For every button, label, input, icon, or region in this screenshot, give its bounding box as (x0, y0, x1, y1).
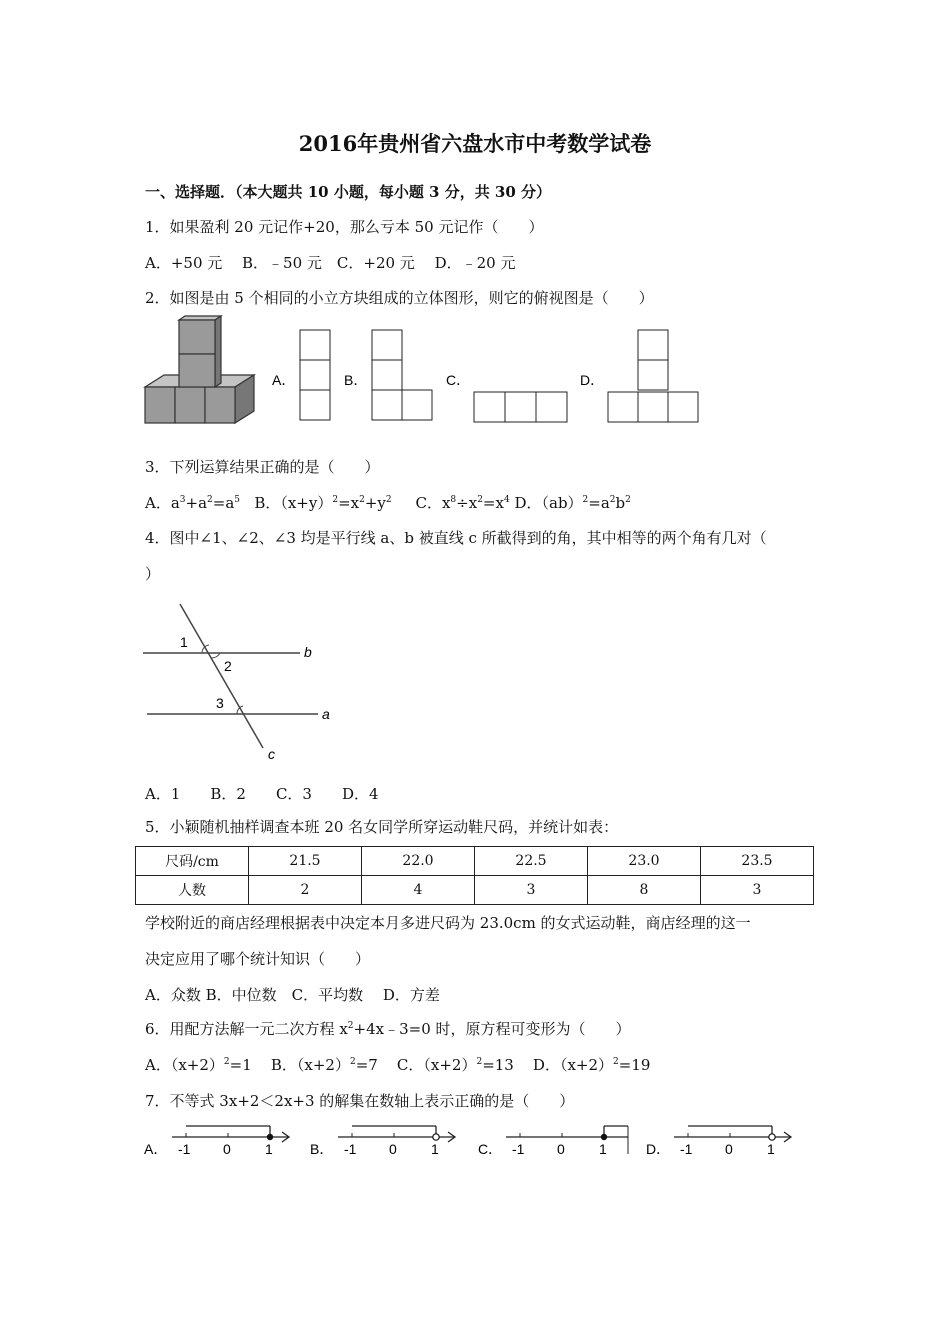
q2-label-d: D． (580, 372, 605, 388)
table-cell: 23.0 (588, 847, 701, 876)
svg-text:D．: D． (646, 1141, 671, 1157)
q6-option-d: D．$(x+2)^2=19$ (532, 1056, 651, 1074)
q1-options: A．+50 元 B．﹣50 元 C．+20 元 D．﹣20 元 (145, 254, 516, 272)
q2-option-a (300, 330, 330, 420)
closed-dot (267, 1134, 273, 1140)
section-heading: 一、选择题．（本大题共 10 小题，每小题 3 分，共 30 分） (145, 183, 552, 201)
svg-text:1: 1 (265, 1141, 273, 1157)
q3-options (145, 492, 631, 513)
table-cell: 8 (588, 876, 701, 905)
angle-2-label: 2 (224, 658, 232, 674)
q3-option-c: C．$x^8\div x^2=x^4$ (415, 494, 510, 512)
open-dot (769, 1134, 775, 1140)
svg-text:0: 0 (389, 1141, 397, 1157)
q6-option-c: C．$(x+2)^2=13$ (396, 1056, 514, 1074)
q7-stem: 7．不等式 3x+2＜2x+3 的解集在数轴上表示正确的是（ ） (145, 1092, 575, 1110)
svg-text:0: 0 (557, 1141, 565, 1157)
svg-text:1: 1 (599, 1141, 607, 1157)
svg-text:0: 0 (223, 1141, 231, 1157)
q3-stem: 3．下列运算结果正确的是（ ） (145, 458, 380, 476)
svg-text:1: 1 (431, 1141, 439, 1157)
q2-option-b (372, 330, 432, 420)
q1-stem: 1．如果盈利 20 元记作+20，那么亏本 50 元记作（ ） (145, 218, 544, 236)
table-cell: 22.5 (475, 847, 588, 876)
table-cell: 22.0 (362, 847, 475, 876)
svg-text:A．: A． (144, 1141, 168, 1157)
q2-cube-solid (145, 316, 254, 423)
q7-option-b (310, 1126, 455, 1157)
table-cell: 4 (362, 876, 475, 905)
q7-number-lines (140, 1118, 810, 1162)
svg-text:0: 0 (725, 1141, 733, 1157)
q7-option-c (478, 1126, 628, 1157)
closed-dot (601, 1134, 607, 1140)
q4-stem: 4．图中∠1、∠2、∠3 均是平行线 a、b 被直线 c 所截得到的角，其中相等的两个角有几对（ (145, 529, 767, 547)
q7-option-d (646, 1126, 791, 1157)
table-cell: 23.5 (701, 847, 814, 876)
q7-option-a (144, 1126, 289, 1157)
q2-figures (140, 312, 710, 432)
q4-stem-cont: ） (145, 565, 161, 583)
q2-stem: 2．如图是由 5 个相同的小立方块组成的立体图形，则它的俯视图是（ ） (145, 289, 654, 307)
svg-text:C．: C． (478, 1141, 503, 1157)
table-row (136, 847, 814, 876)
svg-text:B．: B． (310, 1141, 334, 1157)
line-c-label: c (268, 746, 275, 762)
q2-label-b: B． (344, 372, 368, 388)
svg-text:-1: -1 (512, 1141, 525, 1157)
line-b-label: b (304, 644, 312, 660)
q2-label-c: C． (446, 372, 471, 388)
angle-3-label: 3 (216, 695, 224, 711)
table-header-count: 人数 (136, 876, 249, 905)
svg-text:1: 1 (767, 1141, 775, 1157)
q2-label-a: A． (272, 372, 296, 388)
q4-figure (140, 598, 340, 763)
table-header-size: 尺码/cm (136, 847, 249, 876)
q2-option-d (608, 330, 698, 422)
q6-option-b: B．$(x+2)^2=7$ (270, 1056, 378, 1074)
angle-1-label: 1 (180, 634, 188, 650)
page-title: 2016年贵州省六盘水市中考数学试卷 (298, 131, 652, 156)
svg-text:-1: -1 (178, 1141, 191, 1157)
table-cell: 2 (249, 876, 362, 905)
q5-after-line1: 学校附近的商店经理根据表中决定本月多进尺码为 23.0cm 的女式运动鞋，商店经理的这一 (145, 914, 751, 932)
q6-option-a: A．$(x+2)^2=1$ (145, 1056, 252, 1074)
q3-option-a: A．$a^3+a^2=a^5$ (145, 494, 241, 512)
table-cell: 3 (475, 876, 588, 905)
q4-options: A．1 B．2 C．3 D．4 (145, 785, 379, 803)
q6-stem: 6．用配方法解一元二次方程 $x^2+4x﹣3=0$ 时，原方程可变形为（ ） (145, 1020, 631, 1038)
q3-option-b: B．$(x+y)^2=x^2+y^2$ (254, 494, 392, 512)
q5-after-line2: 决定应用了哪个统计知识（ ） (145, 950, 371, 968)
open-dot (433, 1134, 439, 1140)
svg-text:-1: -1 (680, 1141, 693, 1157)
q6-options (145, 1054, 650, 1075)
q3-option-d: D．$(ab)^2=a^2b^2$ (514, 494, 631, 512)
svg-text:-1: -1 (344, 1141, 357, 1157)
q5-stem: 5．小颖随机抽样调查本班 20 名女同学所穿运动鞋尺码，并统计如表： (145, 818, 619, 836)
table-cell: 3 (701, 876, 814, 905)
table-row (136, 876, 814, 905)
table-cell: 21.5 (249, 847, 362, 876)
transversal-c (180, 604, 263, 748)
line-a-label: a (322, 706, 330, 722)
shoe-size-table (135, 846, 814, 905)
q2-option-c (474, 392, 567, 422)
q5-options: A．众数 B．中位数 C．平均数 D．方差 (145, 986, 440, 1004)
